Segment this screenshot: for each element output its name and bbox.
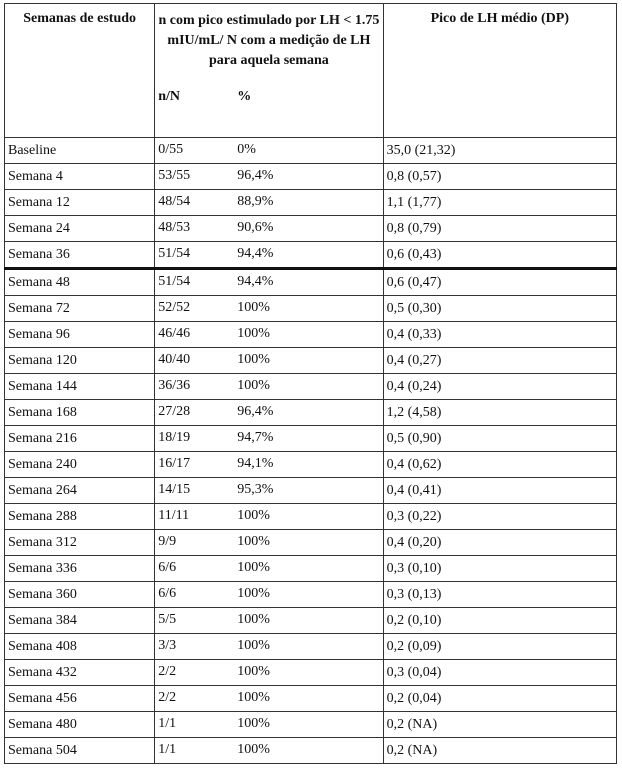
ratio-cell — [155, 478, 383, 504]
n-over-n-value: 2/2 — [158, 664, 177, 679]
table-row — [5, 400, 617, 426]
n-over-n-value: 6/6 — [158, 560, 177, 575]
percent-value: 100% — [237, 560, 270, 575]
table-row — [5, 296, 617, 322]
percent-value: 100% — [237, 352, 270, 367]
header-mean-lh-label: Pico de LH médio (DP) — [430, 11, 569, 26]
week-cell: Semana 240 — [5, 452, 155, 478]
week-cell: Semana 504 — [5, 738, 155, 764]
mean-lh-cell: 0,5 (0,30) — [383, 296, 616, 322]
percent-value: 100% — [237, 716, 270, 731]
table-row — [5, 426, 617, 452]
header-cell-mean-lh — [383, 4, 616, 138]
ratio-cell — [155, 138, 383, 164]
percent-value: 94,7% — [237, 430, 274, 445]
subheader-n-over-n: n/N — [158, 89, 181, 104]
ratio-cell — [155, 452, 383, 478]
n-over-n-value: 46/46 — [158, 326, 191, 341]
week-cell: Semana 480 — [5, 712, 155, 738]
mean-lh-cell: 0,4 (0,27) — [383, 348, 616, 374]
percent-value: 100% — [237, 742, 270, 757]
week-cell: Semana 168 — [5, 400, 155, 426]
percent-value: 100% — [237, 508, 270, 523]
ratio-cell — [155, 348, 383, 374]
mean-lh-cell: 0,3 (0,10) — [383, 556, 616, 582]
mean-lh-cell: 0,4 (0,62) — [383, 452, 616, 478]
table-row — [5, 660, 617, 686]
week-cell: Semana 96 — [5, 322, 155, 348]
week-cell: Semana 4 — [5, 164, 155, 190]
percent-value: 94,1% — [237, 456, 274, 471]
ratio-cell — [155, 322, 383, 348]
week-cell: Semana 216 — [5, 426, 155, 452]
mean-lh-cell: 0,3 (0,04) — [383, 660, 616, 686]
mean-lh-cell: 0,4 (0,20) — [383, 530, 616, 556]
week-cell: Semana 120 — [5, 348, 155, 374]
mean-lh-cell: 0,2 (0,10) — [383, 608, 616, 634]
ratio-cell — [155, 686, 383, 712]
percent-value: 94,4% — [237, 274, 274, 289]
ratio-cell — [155, 242, 383, 269]
table-row — [5, 452, 617, 478]
mean-lh-cell: 35,0 (21,32) — [383, 138, 616, 164]
mean-lh-cell: 0,4 (0,41) — [383, 478, 616, 504]
ratio-cell — [155, 374, 383, 400]
n-over-n-value: 11/11 — [158, 508, 190, 523]
table-row — [5, 374, 617, 400]
n-over-n-value: 40/40 — [158, 352, 191, 367]
n-over-n-value: 52/52 — [158, 300, 191, 315]
percent-value: 100% — [237, 690, 270, 705]
table-row — [5, 556, 617, 582]
header-lh-suppressed-label: n com pico estimulado por LH < 1.75 mIU/mL/ N com a medição de LH para aquela semana — [158, 13, 380, 68]
mean-lh-cell: 0,2 (NA) — [383, 712, 616, 738]
n-over-n-value: 14/15 — [158, 482, 191, 497]
n-over-n-value: 3/3 — [158, 638, 177, 653]
week-cell: Semana 36 — [5, 242, 155, 269]
n-over-n-value: 6/6 — [158, 586, 177, 601]
n-over-n-value: 0/55 — [158, 142, 184, 157]
table-row — [5, 322, 617, 348]
percent-value: 88,9% — [237, 194, 274, 209]
mean-lh-cell: 0,5 (0,90) — [383, 426, 616, 452]
n-over-n-value: 16/17 — [158, 456, 191, 471]
header-cell-weeks — [5, 4, 155, 138]
mean-lh-cell: 0,3 (0,22) — [383, 504, 616, 530]
percent-value: 0% — [237, 142, 256, 157]
mean-lh-cell: 1,2 (4,58) — [383, 400, 616, 426]
mean-lh-cell: 0,8 (0,57) — [383, 164, 616, 190]
percent-value: 100% — [237, 612, 270, 627]
mean-lh-cell: 0,8 (0,79) — [383, 216, 616, 242]
n-over-n-value: 2/2 — [158, 690, 177, 705]
mean-lh-cell: 0,2 (0,04) — [383, 686, 616, 712]
n-over-n-value: 5/5 — [158, 612, 177, 627]
percent-value: 100% — [237, 534, 270, 549]
percent-value: 96,4% — [237, 168, 274, 183]
percent-value: 95,3% — [237, 482, 274, 497]
table-row — [5, 634, 617, 660]
ratio-cell — [155, 738, 383, 764]
n-over-n-value: 1/1 — [158, 716, 177, 731]
n-over-n-value: 18/19 — [158, 430, 191, 445]
week-cell: Semana 72 — [5, 296, 155, 322]
mean-lh-cell: 0,6 (0,47) — [383, 269, 616, 296]
table-row — [5, 608, 617, 634]
n-over-n-value: 27/28 — [158, 404, 191, 419]
n-over-n-value: 9/9 — [158, 534, 177, 549]
table-row — [5, 738, 617, 764]
week-cell: Semana 288 — [5, 504, 155, 530]
n-over-n-value: 1/1 — [158, 742, 177, 757]
ratio-cell — [155, 426, 383, 452]
percent-value: 100% — [237, 638, 270, 653]
week-cell: Baseline — [5, 138, 155, 164]
table-body — [5, 138, 617, 764]
ratio-cell — [155, 660, 383, 686]
table-row — [5, 686, 617, 712]
percent-value: 90,6% — [237, 220, 274, 235]
mean-lh-cell: 0,3 (0,13) — [383, 582, 616, 608]
subheader-percent: % — [237, 89, 252, 104]
ratio-cell — [155, 712, 383, 738]
percent-value: 100% — [237, 664, 270, 679]
week-cell: Semana 12 — [5, 190, 155, 216]
n-over-n-value: 48/53 — [158, 220, 191, 235]
mean-lh-cell: 0,6 (0,43) — [383, 242, 616, 269]
week-cell: Semana 336 — [5, 556, 155, 582]
ratio-cell — [155, 634, 383, 660]
ratio-cell — [155, 530, 383, 556]
week-cell: Semana 432 — [5, 660, 155, 686]
n-over-n-value: 48/54 — [158, 194, 191, 209]
n-over-n-value: 51/54 — [158, 246, 191, 261]
mean-lh-cell: 1,1 (1,77) — [383, 190, 616, 216]
table-row — [5, 582, 617, 608]
ratio-cell — [155, 582, 383, 608]
table-row — [5, 504, 617, 530]
week-cell: Semana 48 — [5, 269, 155, 296]
week-cell: Semana 144 — [5, 374, 155, 400]
ratio-cell — [155, 296, 383, 322]
mean-lh-cell: 0,2 (0,09) — [383, 634, 616, 660]
mean-lh-cell: 0,4 (0,33) — [383, 322, 616, 348]
mean-lh-cell: 0,4 (0,24) — [383, 374, 616, 400]
n-over-n-value: 51/54 — [158, 274, 191, 289]
table-header-row — [5, 4, 617, 138]
table-row — [5, 478, 617, 504]
header-cell-lh-suppressed — [155, 4, 383, 138]
lh-peak-table — [4, 3, 617, 764]
table-row — [5, 242, 617, 269]
ratio-cell — [155, 269, 383, 296]
table-row — [5, 138, 617, 164]
table-row — [5, 712, 617, 738]
header-subcolumns — [155, 89, 382, 119]
table-row — [5, 348, 617, 374]
table-row — [5, 190, 617, 216]
percent-value: 100% — [237, 326, 270, 341]
ratio-cell — [155, 216, 383, 242]
week-cell: Semana 456 — [5, 686, 155, 712]
week-cell: Semana 312 — [5, 530, 155, 556]
ratio-cell — [155, 400, 383, 426]
table-row — [5, 269, 617, 296]
ratio-cell — [155, 190, 383, 216]
percent-value: 100% — [237, 300, 270, 315]
percent-value: 100% — [237, 378, 270, 393]
week-cell: Semana 384 — [5, 608, 155, 634]
week-cell: Semana 264 — [5, 478, 155, 504]
week-cell: Semana 24 — [5, 216, 155, 242]
mean-lh-cell: 0,2 (NA) — [383, 738, 616, 764]
ratio-cell — [155, 504, 383, 530]
percent-value: 94,4% — [237, 246, 274, 261]
ratio-cell — [155, 608, 383, 634]
header-weeks-label: Semanas de estudo — [23, 11, 137, 26]
week-cell: Semana 360 — [5, 582, 155, 608]
table-row — [5, 164, 617, 190]
ratio-cell — [155, 556, 383, 582]
week-cell: Semana 408 — [5, 634, 155, 660]
n-over-n-value: 53/55 — [158, 168, 191, 183]
table-row — [5, 216, 617, 242]
percent-value: 96,4% — [237, 404, 274, 419]
percent-value: 100% — [237, 586, 270, 601]
n-over-n-value: 36/36 — [158, 378, 191, 393]
ratio-cell — [155, 164, 383, 190]
table-row — [5, 530, 617, 556]
